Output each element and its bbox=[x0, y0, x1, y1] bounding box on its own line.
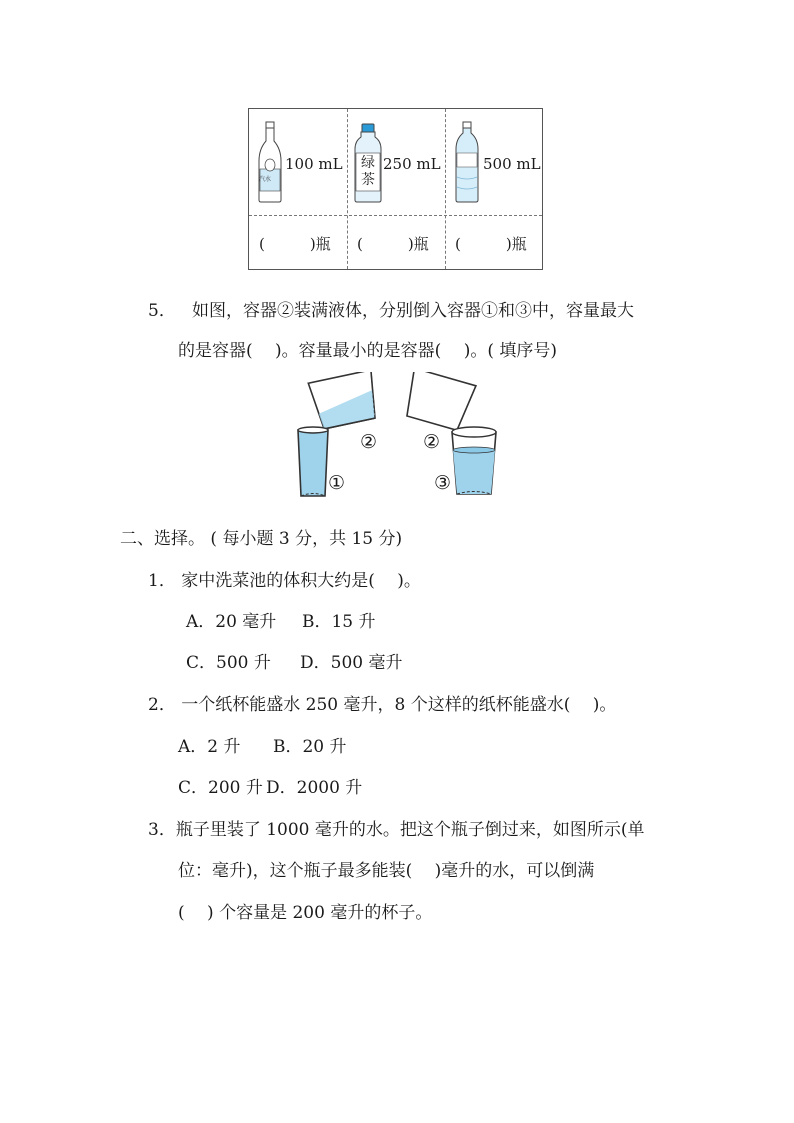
answer-blank[interactable]: ( )瓶 bbox=[259, 235, 331, 253]
bottle-text: 汽水 bbox=[259, 176, 272, 183]
water-bottle-icon bbox=[453, 121, 481, 203]
option-c[interactable]: C．200 升 bbox=[178, 778, 263, 798]
container-label: ① bbox=[328, 472, 346, 494]
table-divider bbox=[445, 109, 446, 269]
pouring-diagram bbox=[290, 372, 510, 502]
question-text: 2． 一个纸杯能盛水 250 毫升，8 个这样的纸杯能盛水( )。 bbox=[148, 695, 617, 715]
container-label: ② bbox=[360, 431, 378, 453]
bottle-volume-label: 500 mL bbox=[483, 155, 541, 173]
question-number: 5． bbox=[148, 301, 176, 321]
table-divider bbox=[249, 215, 542, 216]
question-text: 的是容器( )。容量最小的是容器( )。( 填序号) bbox=[178, 341, 558, 361]
question-text: 如图，容器②装满液体，分别倒入容器①和③中，容量最大 bbox=[192, 301, 634, 321]
answer-blank[interactable]: ( )瓶 bbox=[357, 235, 429, 253]
answer-blank[interactable]: ( )瓶 bbox=[455, 235, 527, 253]
question-text: 位：毫升)，这个瓶子最多能装( )毫升的水，可以倒满 bbox=[178, 861, 595, 881]
question-text: ( ) 个容量是 200 毫升的杯子。 bbox=[178, 903, 433, 923]
bottle-table bbox=[248, 108, 543, 270]
option-a[interactable]: A．2 升 bbox=[178, 737, 241, 757]
option-a[interactable]: A．20 毫升 bbox=[186, 612, 277, 632]
question-text: 3．瓶子里装了 1000 毫升的水。把这个瓶子倒过来，如图所示(单 bbox=[148, 820, 645, 840]
option-c[interactable]: C．500 升 bbox=[186, 653, 271, 673]
option-d[interactable]: D．2000 升 bbox=[266, 778, 363, 798]
bottle-text: 绿茶 bbox=[361, 155, 375, 188]
bottle-volume-label: 100 mL bbox=[285, 155, 343, 173]
option-b[interactable]: B．20 升 bbox=[273, 737, 347, 757]
bottle-volume-label: 250 mL bbox=[383, 155, 441, 173]
soda-bottle-icon bbox=[257, 121, 283, 203]
question-text: 1． 家中洗菜池的体积大约是( )。 bbox=[148, 571, 421, 591]
container-label: ③ bbox=[434, 472, 452, 494]
option-d[interactable]: D．500 毫升 bbox=[300, 653, 403, 673]
table-divider bbox=[347, 109, 348, 269]
container-label: ② bbox=[423, 431, 441, 453]
option-b[interactable]: B．15 升 bbox=[302, 612, 376, 632]
section-title: 二、选择。 ( 每小题 3 分，共 15 分) bbox=[120, 529, 403, 549]
